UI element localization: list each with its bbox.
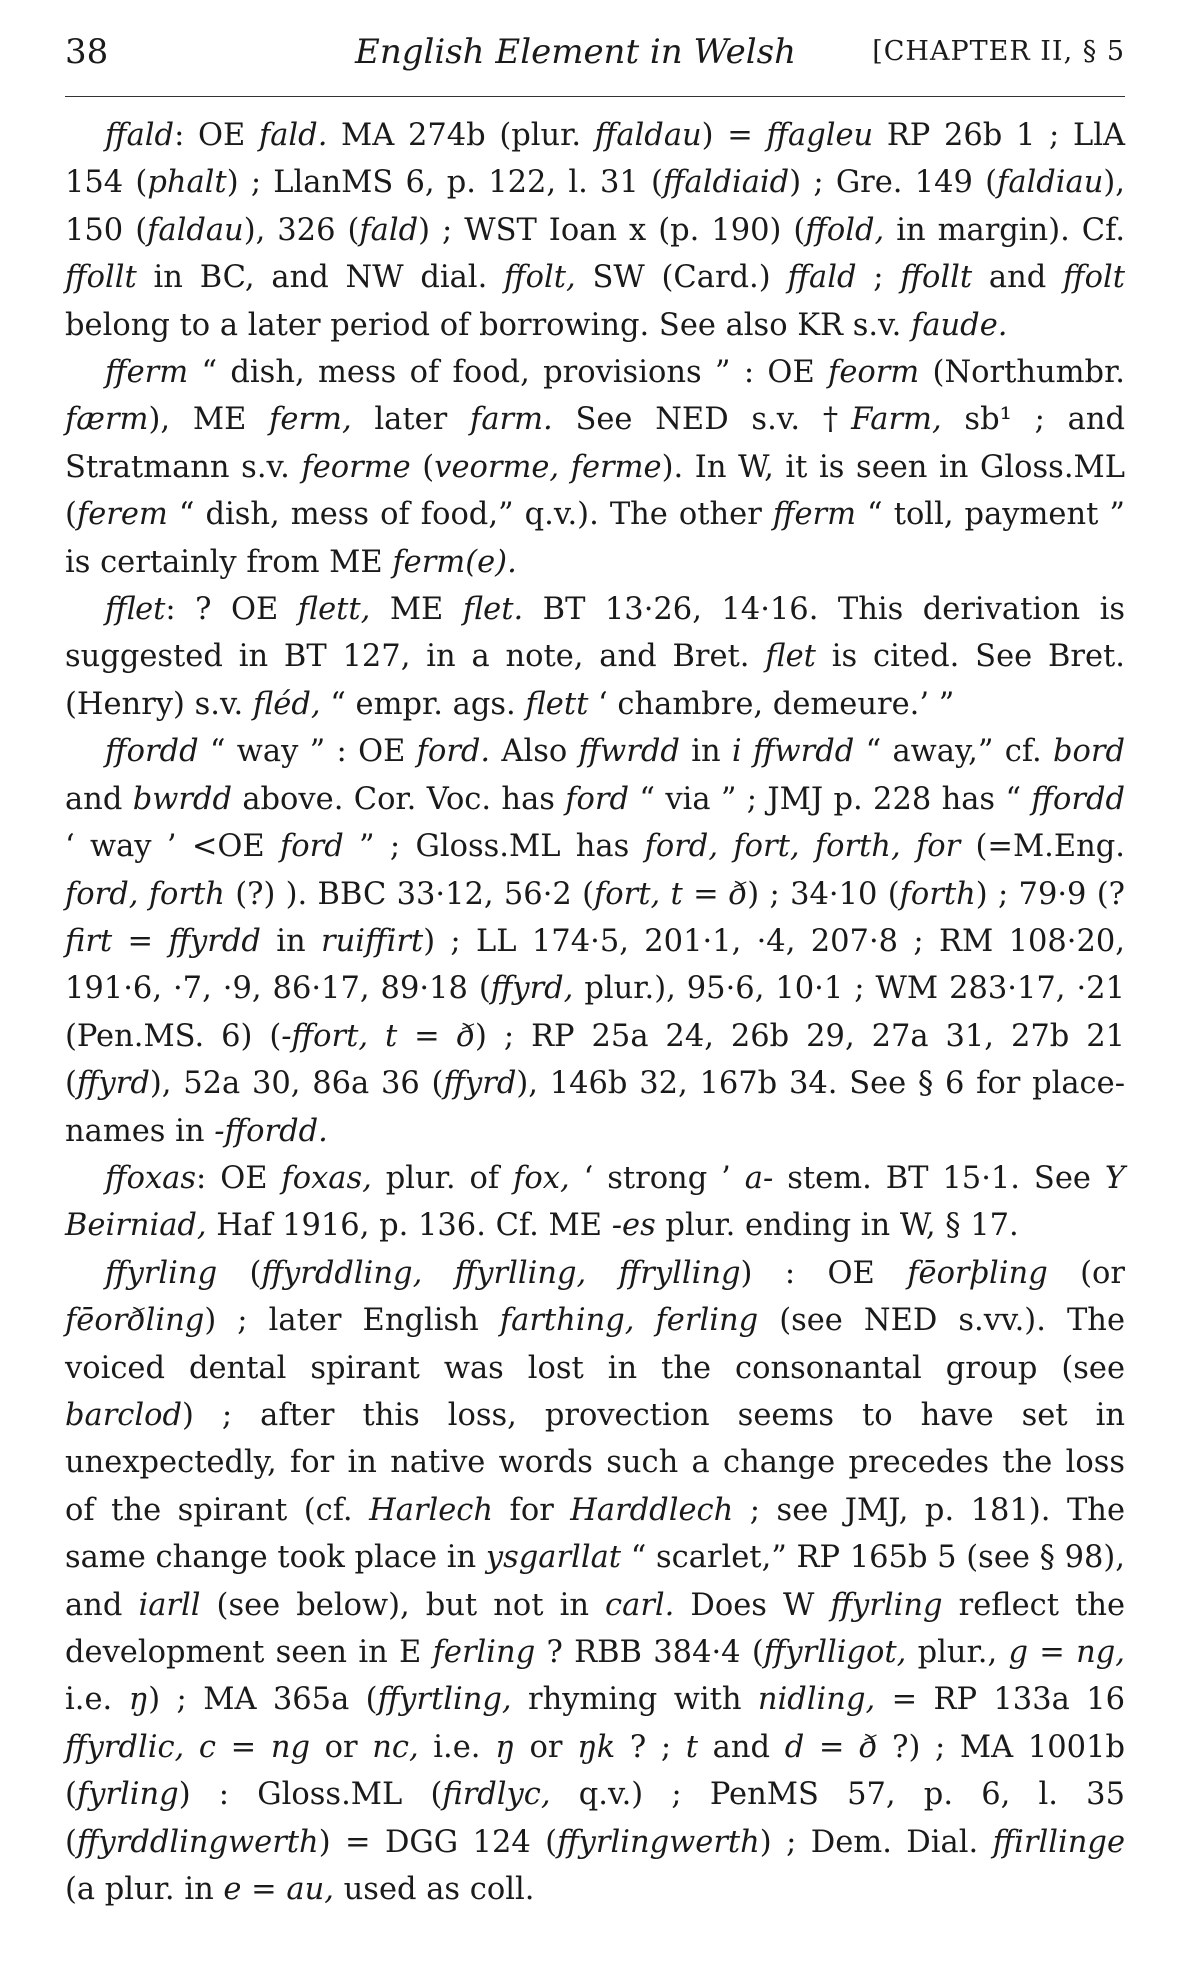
italic-text: fort, t = ð [594, 876, 748, 912]
entry-text: used as coll. [333, 1872, 535, 1908]
italic-text: foxas, [281, 1160, 372, 1196]
italic-text: Harddlech [570, 1492, 734, 1528]
entry-text: or [514, 1729, 578, 1765]
italic-text: ffyrdlic, c = ng [65, 1729, 310, 1765]
entry-text: ) = DGG 124 ( [318, 1824, 558, 1860]
italic-text: farthing, ferling [499, 1303, 759, 1339]
entry-text: q.v.) ; PenMS 57, p. 6, l. 35 ( [65, 1777, 1125, 1860]
italic-text: phalt [147, 165, 227, 201]
entry-headword: ffald [105, 118, 175, 153]
italic-text: ŋ [495, 1729, 515, 1765]
italic-text: ferm, [269, 402, 352, 438]
entry-text: ) : OE [740, 1255, 908, 1291]
entry-text: in [679, 734, 732, 770]
running-header [65, 28, 1125, 88]
italic-text: -es [611, 1208, 656, 1244]
entry-text: ( [410, 449, 435, 485]
entry-text: above. Cor. Voc. has [231, 781, 566, 817]
entry-text: sb¹ ; and Stratmann s.v. [65, 402, 1125, 485]
entry-text: : ? OE [165, 592, 298, 628]
chapter-reference: [CHAPTER II, § 5 [872, 36, 1125, 67]
italic-text: fferm [772, 497, 857, 533]
entry-text: ? RBB 384·4 ( [535, 1635, 764, 1670]
entry-text: i.e. [65, 1682, 129, 1718]
italic-text: d = ð [784, 1729, 878, 1765]
italic-text: ffyrd [76, 1066, 150, 1102]
entry-text: ; see JMJ, p. 181). The same change took place in [65, 1492, 1126, 1576]
entry-text: BT 13·26, 14·16. This derivation is suggested in BT 127, in a note, and Bret. [65, 592, 1125, 675]
italic-text: flet [765, 639, 816, 675]
italic-text: nc, [372, 1729, 419, 1765]
entry-text: Haf 1916, p. 136. Cf. ME [206, 1208, 612, 1244]
entry-text: See NED s.v. † [552, 402, 852, 438]
italic-text: ŋ [128, 1682, 149, 1718]
entry-text: : OE [196, 1160, 282, 1196]
entry-text: “ way ” : OE [198, 734, 417, 770]
entry-fferm [65, 349, 1125, 586]
entry-text: Does W [674, 1587, 831, 1623]
entry-text: ) ; 34·10 ( [747, 876, 900, 912]
entry-ffyrling [65, 1250, 1125, 1914]
italic-text: feorm [828, 355, 920, 391]
italic-text: a- [744, 1160, 774, 1196]
italic-text: farm. [470, 402, 553, 438]
italic-text: fēorðling [65, 1303, 205, 1339]
entry-text: ) ; WST Ioan x (p. 190) ( [418, 212, 806, 248]
entry-headword: ffordd [105, 734, 199, 770]
italic-text: ffyrddlingwerth [76, 1824, 319, 1860]
italic-text: ffyrd, [490, 971, 574, 1007]
entry-text: for [493, 1492, 571, 1528]
dictionary-body [65, 112, 1125, 1913]
italic-text: Harlech [369, 1492, 494, 1528]
italic-text: ffagleu [766, 118, 874, 153]
entry-headword: fflet [105, 592, 166, 628]
entry-text: “ scarlet,” RP 165b 5 (see § 98), and [65, 1540, 1125, 1623]
entry-text: (see NED s.vv.). The voiced dental spirant was lost in the consonantal group (see [65, 1303, 1125, 1386]
entry-text: = [112, 923, 169, 959]
italic-text: faude. [911, 307, 1008, 343]
italic-text: g = ng, [1008, 1635, 1125, 1670]
entry-text: ) ; LL 174·5, 201·1, ·4, 207·8 ; RM 108·20, 191·6, ·7, ·9, 86·17, 89·18 ( [65, 923, 1125, 1007]
italic-text: fald [359, 212, 419, 248]
italic-text: ffordd [1031, 781, 1125, 817]
italic-text: færm [65, 402, 149, 438]
italic-text: ferling [432, 1635, 536, 1670]
italic-text: ffyrd [443, 1066, 517, 1102]
entry-text: ) : Gloss.ML ( [178, 1777, 443, 1813]
entry-text: ‘ way ’ <OE [65, 829, 280, 865]
entry-text: RP 26b 1 ; LlA 154 ( [65, 118, 1125, 201]
italic-text: ffyrlligot, [763, 1635, 907, 1670]
entry-ffoxas [65, 1155, 1125, 1250]
entry-text: MA 274b (plur. [327, 118, 595, 153]
entry-text: : OE [174, 118, 259, 153]
page-number: 38 [65, 32, 109, 72]
entry-text: in [260, 923, 321, 959]
italic-text: ferm(e). [392, 544, 517, 580]
italic-text: fléd, [252, 686, 321, 722]
italic-text: flett [525, 686, 589, 722]
entry-text: later [351, 402, 471, 438]
italic-text: Y Beirniad, [65, 1160, 1125, 1244]
entry-text: i.e. [418, 1729, 496, 1765]
entry-text: (=M.Eng. [960, 829, 1125, 865]
entry-headword: ffoxas [105, 1160, 197, 1196]
entry-text: ), 146b 32, 167b 34. See § 6 for place-names in [65, 1066, 1125, 1149]
entry-text: “ toll, payment ” is certainly from ME [65, 497, 1125, 580]
italic-text: ffaldau [594, 118, 702, 153]
italic-text: ŋk [577, 1729, 616, 1765]
entry-text: rhyming with [511, 1682, 758, 1718]
italic-text: ffirllinge [992, 1824, 1125, 1860]
entry-text: ) ; Gre. 149 ( [789, 165, 998, 201]
entry-text: “ dish, mess of food,” q.v.). The other [167, 497, 773, 533]
italic-text: forth [899, 876, 976, 912]
italic-text: ffolt [1063, 260, 1126, 296]
italic-text: nidling, [757, 1682, 876, 1718]
italic-text: feorme [301, 449, 411, 485]
entry-text: ) ; later English [204, 1303, 500, 1339]
italic-text: bord [1053, 734, 1126, 770]
entry-text: ; [856, 260, 901, 296]
entry-text: (a plur. in [65, 1872, 224, 1908]
italic-text: faldiau [997, 165, 1104, 201]
italic-text: ford, fort, forth, for [644, 829, 961, 865]
entry-ffald [65, 112, 1125, 349]
entry-text: (or [1047, 1255, 1125, 1291]
italic-text: ffyrlingwerth [557, 1824, 760, 1860]
entry-text: and [698, 1729, 785, 1765]
italic-text: fox, [513, 1160, 570, 1196]
italic-text: ffyrddling, ffyrlling, ffrylling [261, 1255, 741, 1291]
entry-text: and [65, 781, 133, 817]
entry-text: (?) ). BBC 33·12, 56·2 ( [224, 876, 595, 912]
entry-text: ). In W, it is seen in Gloss.ML ( [65, 449, 1126, 533]
entry-text: ), 52a 30, 86a 36 ( [149, 1066, 444, 1102]
entry-text: plur. ending in W, § 17. [655, 1208, 1019, 1244]
entry-text: “ empr. ags. [320, 686, 526, 722]
italic-text: faldau [147, 212, 244, 248]
italic-text: ffolt, [504, 260, 576, 296]
italic-text: veorme, ferme [434, 449, 662, 485]
italic-text: ffald [787, 260, 857, 296]
italic-text: ysgarllat [485, 1540, 622, 1576]
italic-text: flet. [462, 592, 524, 628]
italic-text: ruiffirt [321, 923, 424, 959]
entry-text: ) ; LlanMS 6, p. 122, l. 31 ( [226, 165, 663, 201]
entry-text: reflect the development seen in E [65, 1587, 1126, 1670]
italic-text: i ffwrdd [731, 734, 855, 770]
italic-text: carl. [605, 1587, 675, 1623]
italic-text: Farm, [851, 402, 942, 438]
entry-text: ‘ chambre, demeure.’ ” [588, 686, 955, 722]
italic-text: iarll [138, 1587, 201, 1623]
entry-ffordd [65, 728, 1125, 1155]
italic-text: fyrling [76, 1777, 179, 1813]
header-rule [65, 96, 1125, 97]
italic-text: e = au, [223, 1872, 334, 1908]
italic-text: ffollt [65, 260, 137, 296]
italic-text: t [685, 1729, 699, 1765]
entry-text: plur. of [371, 1160, 514, 1196]
entry-text: (Northumbr. [919, 355, 1125, 391]
italic-text: ffyrdd [168, 923, 261, 959]
entry-fflet [65, 586, 1125, 728]
italic-text: ford [279, 829, 344, 865]
italic-text: ford, forth [65, 876, 225, 912]
entry-text: ), 150 ( [65, 165, 1125, 248]
italic-text: fald. [258, 118, 328, 153]
entry-text: Also [490, 734, 579, 770]
entry-text: in margin). Cf. [884, 212, 1126, 248]
entry-text: plur.), 95·6, 10·1 ; WM 283·17, ·21 (Pen.MS. 6) ( [65, 971, 1125, 1054]
entry-text: ‘ strong ’ [569, 1160, 745, 1196]
italic-text: barclod [65, 1397, 183, 1433]
entry-text: ( [217, 1255, 262, 1291]
italic-text: ffyrtling, [377, 1682, 512, 1718]
italic-text: ford. [416, 734, 491, 770]
italic-text: ford [565, 781, 630, 817]
entry-headword: fferm [105, 355, 189, 391]
italic-text: firdlyc, [442, 1777, 551, 1813]
entry-text: SW (Card.) [575, 260, 788, 296]
entry-text: ) ; after this loss, provection seems to have set in unexpectedly, for in native words such a change precedes the loss of the spirant (cf. [65, 1397, 1125, 1528]
entry-text: “ dish, mess of food, provisions ” : OE [188, 355, 829, 391]
entry-text: plur., [906, 1635, 1009, 1670]
entry-text: ” ; Gloss.ML has [343, 829, 645, 865]
entry-text: or [309, 1729, 373, 1765]
entry-text: is cited. See Bret. (Henry) s.v. [65, 639, 1125, 722]
italic-text: ffollt [900, 260, 973, 296]
entry-text: and [972, 260, 1064, 296]
italic-text: fēorþling [907, 1255, 1048, 1291]
italic-text: flett, [297, 592, 371, 628]
entry-text: ?) ; MA 1001b ( [65, 1729, 1125, 1813]
italic-text: -ffort, t = ð [281, 1018, 476, 1054]
entry-text: ? ; [615, 1729, 686, 1765]
entry-text: “ away,” cf. [854, 734, 1054, 770]
entry-text: (see below), but not in [200, 1587, 606, 1623]
entry-text: = RP 133a 16 [875, 1682, 1125, 1718]
entry-text: “ via ” ; JMJ p. 228 has “ [629, 781, 1032, 817]
italic-text: ffyrling [830, 1587, 943, 1623]
italic-text: -ffordd. [214, 1113, 328, 1149]
entry-text: ME [370, 592, 463, 628]
running-title: English Element in Welsh [355, 32, 797, 72]
italic-text: ffold, [805, 212, 885, 248]
italic-text: bwrdd [132, 781, 232, 817]
entry-text: in BC, and NW dial. [136, 260, 505, 296]
entry-text: ), ME [148, 402, 270, 438]
entry-headword: ffyrling [105, 1255, 218, 1291]
entry-text: ) ; 79·9 (? [975, 876, 1125, 912]
entry-text: ) ; MA 365a ( [148, 1682, 378, 1718]
entry-text: ) = [701, 118, 767, 153]
italic-text: ffaldiaid [662, 165, 790, 201]
italic-text: ffwrdd [578, 734, 680, 770]
entry-text: ) ; Dem. Dial. [759, 1824, 993, 1860]
entry-text: stem. BT 15·1. See [773, 1160, 1105, 1196]
entry-text: belong to a later period of borrowing. See also KR s.v. [65, 307, 912, 343]
entry-text: ) ; RP 25a 24, 26b 29, 27a 31, 27b 21 ( [65, 1018, 1126, 1102]
entry-text: ), 326 ( [243, 212, 360, 248]
italic-text: firt [65, 923, 113, 959]
italic-text: ferem [76, 497, 168, 533]
